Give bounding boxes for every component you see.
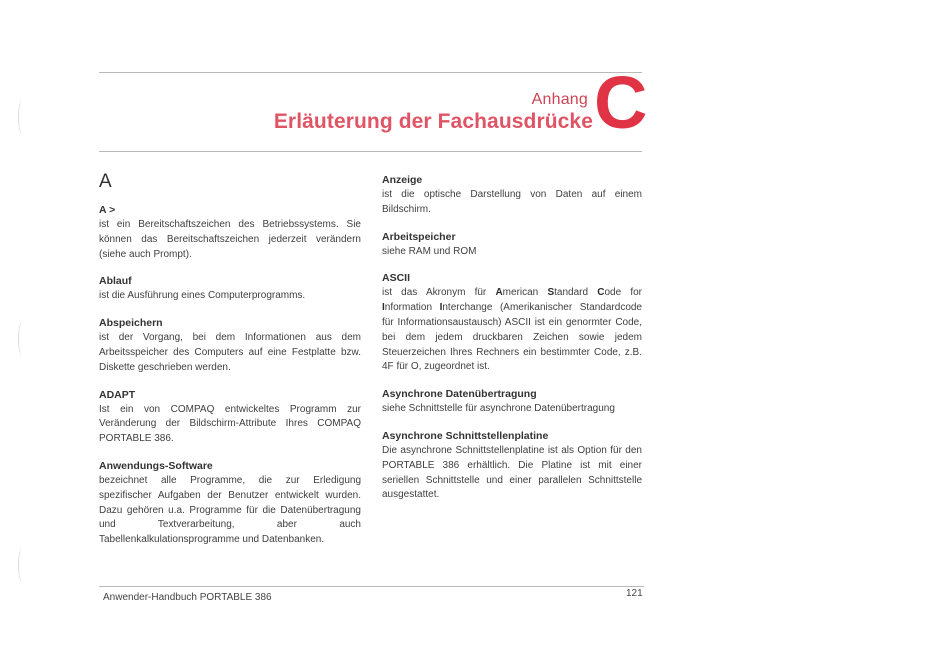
glossary-term: Abspeichern — [99, 317, 163, 330]
glossary-term: Asynchrone Schnittstellenplatine — [382, 429, 549, 442]
acronym-letter: A — [495, 287, 503, 299]
definition-text: ist das Akronym für — [382, 287, 496, 299]
glossary-term: Arbeitspeicher — [382, 230, 456, 243]
glossary-entry — [382, 173, 642, 218]
page-number: 121 — [626, 588, 643, 599]
glossary-term: Ablauf — [99, 275, 132, 288]
glossary-term: Anzeige — [382, 174, 423, 186]
glossary-definition: siehe Schnittstelle für asynchrone Datenübertragung — [382, 403, 615, 415]
footer-text: Anwender-Handbuch PORTABLE 386 — [103, 592, 272, 603]
glossary-definition: ist ein Bereitschaftszeichen des Betriebssystems. Sie können das Bereitschaftszeichen jederzeit verändern (siehe auch Prompt). — [99, 219, 361, 260]
definition-text: nterchange (Amerikanischer Standardcode für Informationsaustausch) ASCII ist ein genormter Code, bei dem jedem druckbaren Zeichen sowie jedem Steuerzeichen Ihres Rechners ein bestimmter Code, z.B. 4F für O, zugeordnet ist. — [382, 302, 642, 373]
glossary-entry — [382, 230, 642, 260]
glossary-entry — [382, 387, 642, 417]
glossary-definition: ist die Ausführung eines Computerprogramms. — [99, 290, 306, 302]
section-letter: A — [99, 171, 112, 192]
page-title: Erläuterung der Fachausdrücke — [273, 110, 593, 133]
acronym-letter: C — [597, 287, 605, 299]
left-column — [99, 172, 361, 560]
glossary-term: A > — [99, 204, 116, 216]
appendix-letter: C — [594, 61, 648, 144]
acronym-letter: I — [439, 302, 443, 314]
acronym-letter: I — [382, 302, 385, 314]
glossary-definition: Ist ein von COMPAQ entwickeltes Programm zur Veränderung der Bildschirm-Attribute Ihres COMPAQ PORTABLE 386. — [99, 403, 361, 445]
glossary-definition: siehe RAM und ROM — [382, 245, 477, 257]
definition-text: tandard — [554, 287, 598, 299]
right-column — [382, 173, 642, 515]
header-bottom-rule — [99, 151, 642, 152]
glossary-term: ASCII — [382, 272, 411, 285]
acronym-letter: S — [547, 287, 555, 299]
glossary-definition: ist die optische Darstellung von Daten auf einem Bildschirm. — [382, 189, 642, 215]
punch-hole-mark — [18, 322, 27, 356]
footer-rule — [99, 586, 644, 587]
glossary-definition: Die asynchrone Schnittstellenplatine ist als Option für den PORTABLE 386 erhältlich. Die Platine ist mit einer seriellen Schnittstelle und einer parallelen Schnittstelle ausgestattet. — [382, 444, 642, 501]
header-top-rule — [99, 72, 642, 73]
glossary-entry — [382, 429, 642, 503]
definition-text: merican — [502, 287, 548, 299]
glossary-term: ADAPT — [99, 388, 136, 401]
glossary-entry — [99, 316, 361, 375]
glossary-definition: bezeichnet alle Programme, die zur Erledigung spezifischer Aufgaben der Benutzer entwickelt wurden. Dazu gehören u.a. Programme für die Datenübertragung und Textverarbeitung, aber auch Tabellenkalkulationsprogramme und Datenbanken. — [99, 474, 361, 546]
glossary-entry — [99, 459, 361, 548]
glossary-term: Asynchrone Datenübertragung — [382, 388, 537, 401]
glossary-entry — [99, 388, 361, 447]
glossary-entry — [382, 271, 642, 375]
definition-text: nformation — [384, 302, 440, 314]
glossary-entry — [99, 203, 361, 262]
punch-hole-mark — [18, 100, 27, 134]
glossary-definition: ist der Vorgang, bei dem Informationen aus dem Arbeitsspeicher des Computers auf eine Festplatte bzw. Diskette geschrieben werden. — [99, 332, 361, 373]
punch-hole-mark — [18, 548, 27, 582]
definition-text: ode for — [604, 287, 642, 299]
appendix-label: Anhang — [531, 91, 588, 108]
glossary-entry — [99, 274, 361, 304]
glossary-term: Anwendungs-Software — [99, 459, 213, 472]
glossary-definition — [382, 286, 642, 375]
